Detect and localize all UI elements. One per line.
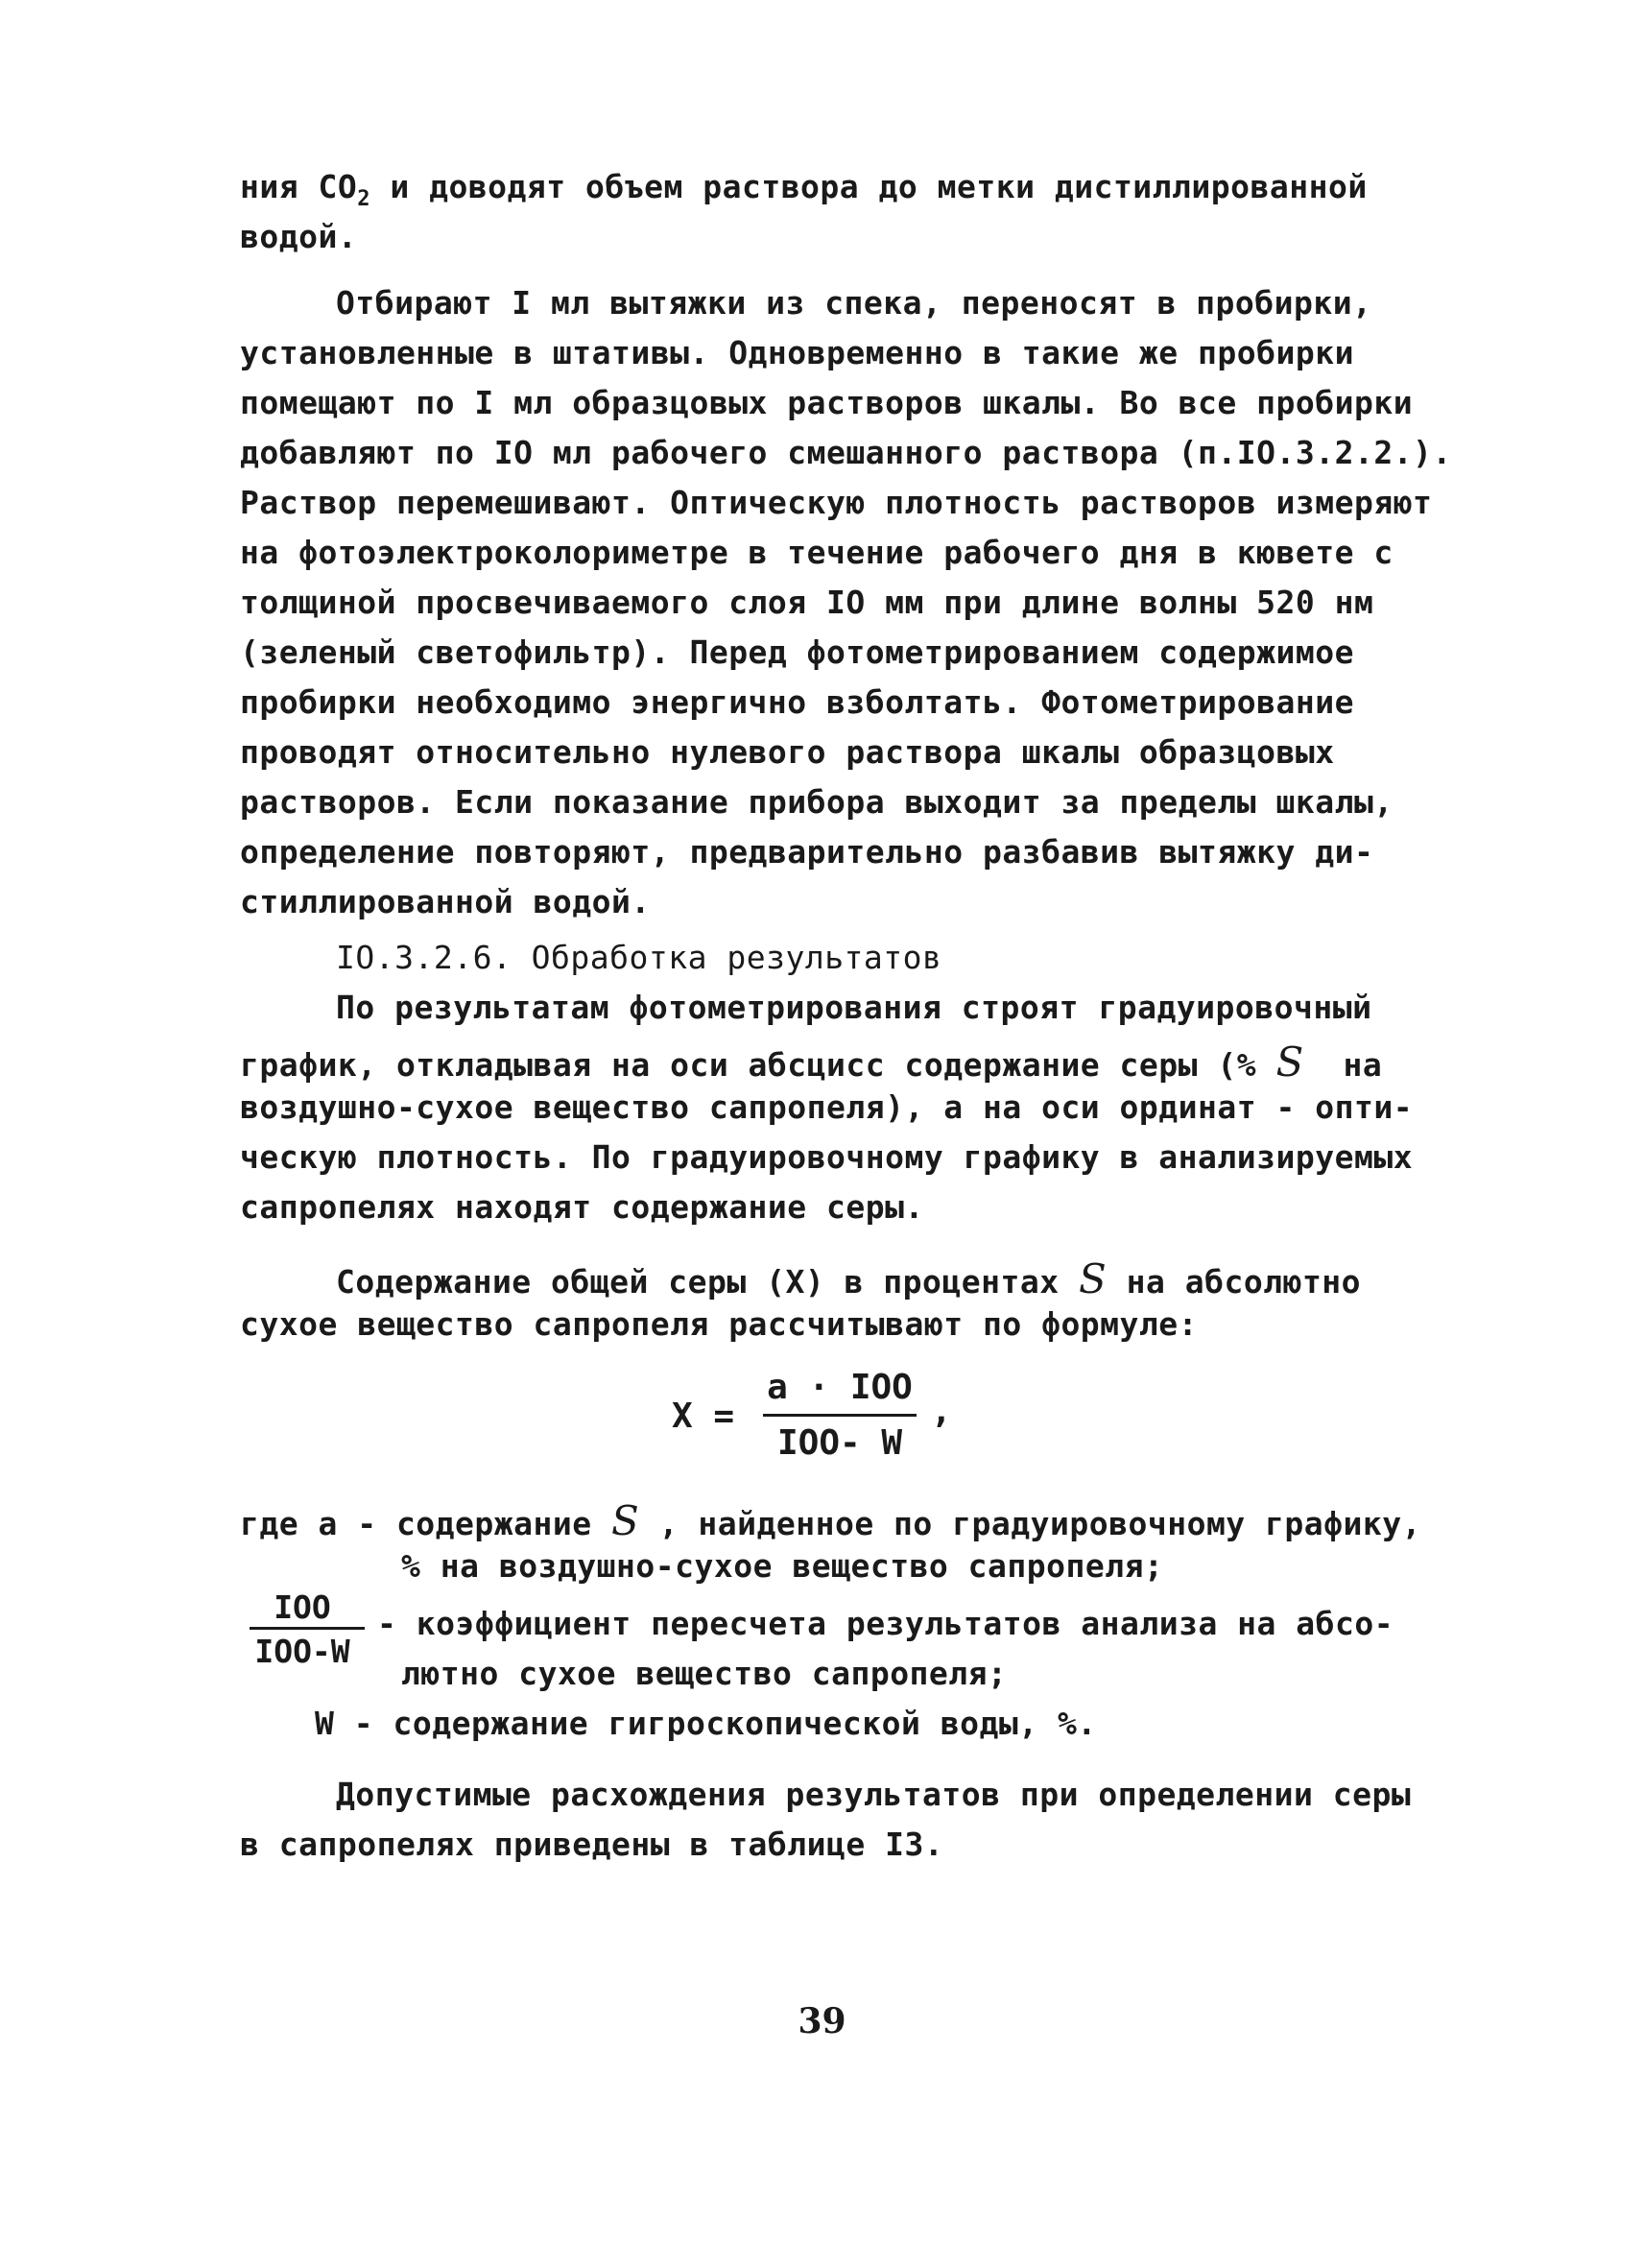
text-line bbox=[240, 168, 1368, 211]
coefficient-numerator: IOO bbox=[274, 1588, 331, 1626]
fraction-bar bbox=[250, 1627, 365, 1630]
text-segment: и доводят объем раствора до метки дистиллированной bbox=[369, 168, 1368, 205]
text-line: помещают по I мл образцовых растворов шкалы. Во все пробирки bbox=[240, 384, 1414, 421]
text-line: определение повторяют, предварительно разбавив вытяжку ди- bbox=[240, 833, 1374, 871]
text-line: (зеленый светофильтр). Перед фотометрированием содержимое bbox=[240, 633, 1354, 671]
text-segment: Содержание общей серы (X) в процентах bbox=[336, 1263, 1079, 1301]
text-line: - коэффициент пересчета результатов анализа на абсо- bbox=[377, 1605, 1394, 1642]
formula bbox=[672, 1368, 960, 1483]
sulfur-symbol: S bbox=[1078, 1255, 1108, 1302]
text-segment: на bbox=[1303, 1046, 1383, 1084]
coefficient-fraction bbox=[240, 1588, 374, 1684]
text-line: сухое вещество сапропеля рассчитывают по формуле: bbox=[240, 1305, 1199, 1343]
coefficient-denominator: IOO-W bbox=[254, 1633, 350, 1670]
text-line: стиллированной водой. bbox=[240, 883, 651, 920]
section-heading: IO.3.2.6. Обработка результатов bbox=[336, 939, 942, 976]
text-line: водой. bbox=[240, 218, 358, 255]
text-line: W - содержание гигроскопической воды, %. bbox=[315, 1705, 1097, 1742]
text-line: пробирки необходимо энергично взболтать. Фотометрирование bbox=[240, 683, 1354, 721]
text-line bbox=[336, 1255, 1361, 1302]
text-line: толщиной просвечиваемого слоя IO мм при длине волны 520 нм bbox=[240, 584, 1374, 621]
formula-denominator: IOO- W bbox=[776, 1423, 903, 1463]
text-line: воздушно-сухое вещество сапропеля), а на оси ординат - опти- bbox=[240, 1088, 1414, 1126]
formula-lhs: X = bbox=[672, 1397, 735, 1436]
fraction-bar bbox=[763, 1414, 917, 1417]
text-line: установленные в штативы. Одновременно в такие же пробирки bbox=[240, 334, 1354, 371]
text-line: Раствор перемешивают. Оптическую плотность растворов измеряют bbox=[240, 484, 1433, 521]
sulfur-symbol: S bbox=[1275, 1039, 1304, 1086]
text-line: лютно сухое вещество сапропеля; bbox=[401, 1655, 1008, 1692]
text-line: проводят относительно нулевого раствора шкалы образцовых bbox=[240, 733, 1335, 771]
text-line: растворов. Если показание прибора выходит за пределы шкалы, bbox=[240, 783, 1394, 821]
text-line: Отбирают I мл вытяжки из спека, переносят в пробирки, bbox=[336, 284, 1372, 322]
text-line: ческую плотность. По градуировочному графику в анализируемых bbox=[240, 1138, 1414, 1176]
text-segment: ния CO bbox=[240, 168, 358, 205]
text-segment: на абсолютно bbox=[1107, 1263, 1362, 1301]
sulfur-symbol: S bbox=[611, 1497, 640, 1544]
text-segment: график, откладывая на оси абсцисс содержание серы (% bbox=[240, 1046, 1276, 1084]
text-line bbox=[240, 1497, 1421, 1544]
text-line: на фотоэлектроколориметре в течение рабочего дня в кювете с bbox=[240, 534, 1394, 571]
text-line: сапропелях находят содержание серы. bbox=[240, 1188, 924, 1226]
text-line: Допустимые расхождения результатов при определении серы bbox=[336, 1776, 1412, 1813]
formula-comma: , bbox=[931, 1392, 952, 1431]
text-line: в сапропелях приведены в таблице I3. bbox=[240, 1826, 944, 1863]
text-line: По результатам фотометрирования строят градуировочный bbox=[336, 989, 1372, 1026]
text-segment: где а - содержание bbox=[240, 1505, 611, 1542]
text-segment: , найденное по градуировочному графику, bbox=[639, 1505, 1421, 1542]
text-line: % на воздушно-сухое вещество сапропеля; bbox=[401, 1547, 1164, 1585]
formula-numerator: a · IOO bbox=[767, 1368, 913, 1407]
text-line: добавляют по IO мл рабочего смешанного раствора (п.IO.3.2.2.). bbox=[240, 434, 1452, 471]
subscript: 2 bbox=[357, 187, 370, 211]
page-number: 39 bbox=[798, 2001, 846, 2041]
text-line bbox=[240, 1039, 1382, 1086]
